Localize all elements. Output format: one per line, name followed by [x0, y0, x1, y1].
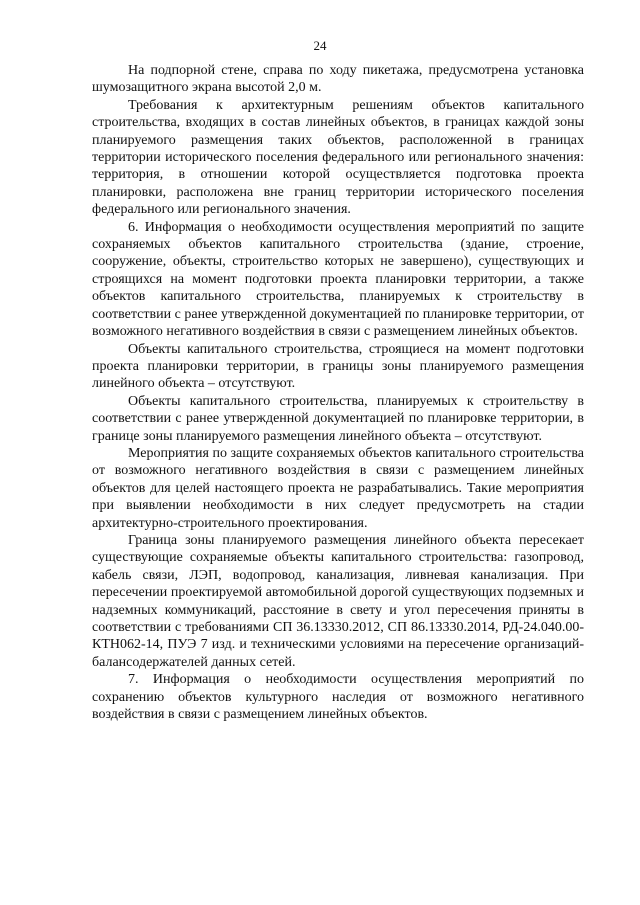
paragraph-section-6-heading: 6. Информация о необходимости осуществления мероприятий по защите сохраняемых объектов капитального строительства (здание, строение, сооружение, объекты, строительство которых не завершено), существующих и строящихся на момент подготовки проекта планировки территории, а также объектов капитального строительства, планируемых к строительству в соответствии с ранее утвержденной документацией по планировке территории, от возможного негативного воздействия в связи с размещением линейных объектов. — [92, 219, 584, 340]
paragraph-section-7-heading: 7. Информация о необходимости осуществления мероприятий по сохранению объектов культурного наследия от возможного негативного воздействия в связи с размещением линейных объектов. — [92, 672, 584, 723]
document-body — [92, 62, 584, 723]
page-number: 24 — [313, 38, 327, 53]
paragraph-utility-crossings: Граница зоны планируемого размещения линейного объекта пересекает существующие сохраняемые объекты капитального строительства: газопровод, кабель связи, ЛЭП, водопровод, канализация, ливневая канализация. При пересечении проектируемой автомобильной дорогой существующих подземных и надземных коммуникаций, расстояние в свету и угол пересечения приняты в соответствии с требованиями СП 36.13330.2012, СП 86.13330.2014, РД-24.040.00-КТН062-14, ПУЭ 7 изд. и техническими условиями на пересечение организаций-балансодержателей данных сетей. — [92, 532, 584, 670]
paragraph-planned-objects: Объекты капитального строительства, планируемых к строительству в соответствии с ранее утвержденной документацией по планировке территории, в границе зоны планируемого размещения линейного объекта – отсутствуют. — [92, 393, 584, 444]
paragraph-objects-under-construction: Объекты капитального строительства, строящиеся на момент подготовки проекта планировки территории, в границы зоны планируемого размещения линейного объекта – отсутствуют. — [92, 341, 584, 392]
paragraph-architectural-requirements: Требования к архитектурным решениям объектов капитального строительства, входящих в состав линейных объектов, в границах каждой зоны планируемого размещения таких объектов, расположенной в границах территории исторического поселения федерального или регионального значения: территория, в отношении которой осуществляется подготовка проекта планировки, расположена вне границ территории исторического поселения федерального или регионального значения. — [92, 97, 584, 218]
paragraph-noise-barrier: На подпорной стене, справа по ходу пикетажа, предусмотрена установка шумозащитного экрана высотой 2,0 м. — [92, 63, 584, 96]
paragraph-protection-measures: Мероприятия по защите сохраняемых объектов капитального строительства от возможного негативного воздействия в связи с размещением линейных объектов для целей настоящего проекта не разрабатывались. Такие мероприятия при выявлении необходимости в них следует предусмотреть на стадии архитектурно-строительного проектирования. — [92, 445, 584, 531]
